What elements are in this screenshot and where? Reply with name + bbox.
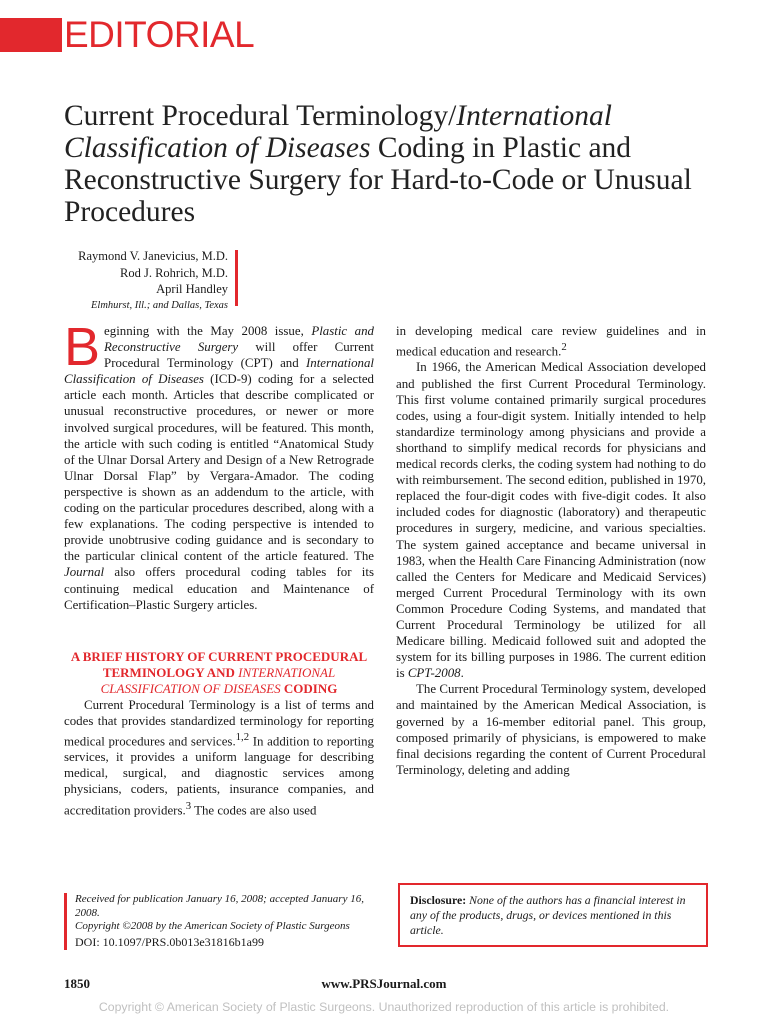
citation-ref: 2 — [561, 341, 567, 354]
citation-ref: 1,2 — [235, 730, 250, 743]
received-date: Received for publication January 16, 2008; accepted January 16, 2008. — [75, 893, 364, 919]
left-column — [64, 317, 374, 818]
author-name: Rod J. Rohrich, M.D. — [120, 265, 228, 280]
title-part-2: International Classification of Diseases — [64, 100, 612, 164]
section-label: EDITORIAL — [64, 14, 255, 55]
section-banner-bar — [0, 18, 62, 52]
drop-cap: B — [64, 317, 101, 377]
author-block — [64, 248, 228, 314]
article-title — [64, 100, 714, 228]
history-paragraph: Current Procedural Terminology is a list of terms and codes that provides standardized terminology for reporting medical procedures and services.$^{1,2}$ In addition to reporting services, it provides a uniform language for describing medical, surgical, and diagnostic services among physicians, coders, patients, insurance companies, and accreditation providers.$^3$ The codes are also used — [64, 697, 374, 817]
copyright-line: Copyright ©2008 by the American Society of Plastic Surgeons — [75, 920, 350, 932]
continued-paragraph: in developing medical care review guidelines and in medical education and research.$^2$ — [396, 324, 706, 359]
right-column — [396, 323, 706, 778]
author-accent-rule — [235, 250, 238, 306]
cpt-panel-paragraph: The Current Procedural Terminology system, developed and maintained by the American Medical Association, is governed by a 16-member editorial panel. This group, composed primarily of physicians, is empowered to make final decisions regarding the content of Current Procedural Terminology, deleting and adding — [396, 682, 706, 777]
doi: DOI: 10.1097/PRS.0b013e31816b1a99 — [75, 934, 264, 949]
citation-ref: 3 — [185, 799, 192, 812]
publication-footnote — [64, 893, 374, 950]
author-name: Raymond V. Janevicius, M.D. — [78, 249, 228, 263]
author-affiliation: Elmhurst, Ill.; and Dallas, Texas — [91, 299, 228, 311]
author-name: April Handley — [156, 282, 228, 296]
disclosure-text: None of the authors has a financial interest in any of the products, drugs, or devices mentioned in this article. — [410, 893, 686, 937]
title-part-3: Coding in Plastic and Reconstructive Surgery for Hard-to-Code or Unusual Procedures — [64, 132, 692, 228]
disclosure-box — [398, 883, 708, 947]
disclosure-label: Disclosure: — [410, 893, 467, 907]
intro-paragraph: Beginning with the May 2008 issue, Plastic and Reconstructive Surgery will offer Current Procedural Terminology (CPT) and International Classification of Diseases (ICD-9) coding for a selected article each month. Articles that describe complicated or unusual reconstructive procedures, or newer or more involved surgical procedures, will be featured. This month, the article with such coding is entitled “Anatomical Study of the Ulnar Dorsal Artery and Design of a New Retrograde Ulnar Dorsal Flap” by Vergara-Amador. The coding perspective is shown as an addendum to the article, with coding on the particular procedures described, along with a few explanations. The coding perspective is intended to provide unobtrusive coding guidance and is secondary to the particular clinical content of the article featured. The Journal also offers procedural coding tables for its continuing medical education and Maintenance of Certification–Plastic Surgery articles. — [64, 317, 374, 612]
copyright-watermark: Copyright © American Society of Plastic Surgeons. Unauthorized reproduction of this article is prohibited. — [98, 1000, 670, 1014]
cpt-history-paragraph: In 1966, the American Medical Association developed and published the first Current Procedural Terminology. This first volume contained primarily surgical procedures codes, using a four-digit system. Initially intended to help standardize terminology among physicians and provide a shorthand to simplify medical records for physicians and medical records clerks, the coding system had nothing to do with reimbursement. The second edition, published in 1970, replaced the four-digit codes with five-digit codes. It also included codes for diagnostic (laboratory) and therapeutic procedures in surgery, medicine, and various specialties. The system gained acceptance and became universal in 1983, when the Health Care Financing Administration (now called the Centers for Medicare and Medicaid Services) merged Current Procedural Terminology with its own Common Procedure Coding Systems, and mandated that Current Procedural Terminology be utilized for all Medicare billing. Medicaid followed suit and adopted the system for its billing purposes in 1986. The current edition is CPT-2008. — [396, 360, 706, 681]
title-part-1: Current Procedural Terminology/ — [64, 100, 457, 132]
section-heading: A BRIEF HISTORY OF CURRENT PROCEDURAL TERMINOLOGY AND INTERNATIONAL CLASSIFICATION OF DISEASES CODING — [70, 648, 368, 696]
journal-url[interactable]: www.PRSJournal.com — [321, 976, 447, 991]
page-number: 1850 — [64, 976, 90, 991]
